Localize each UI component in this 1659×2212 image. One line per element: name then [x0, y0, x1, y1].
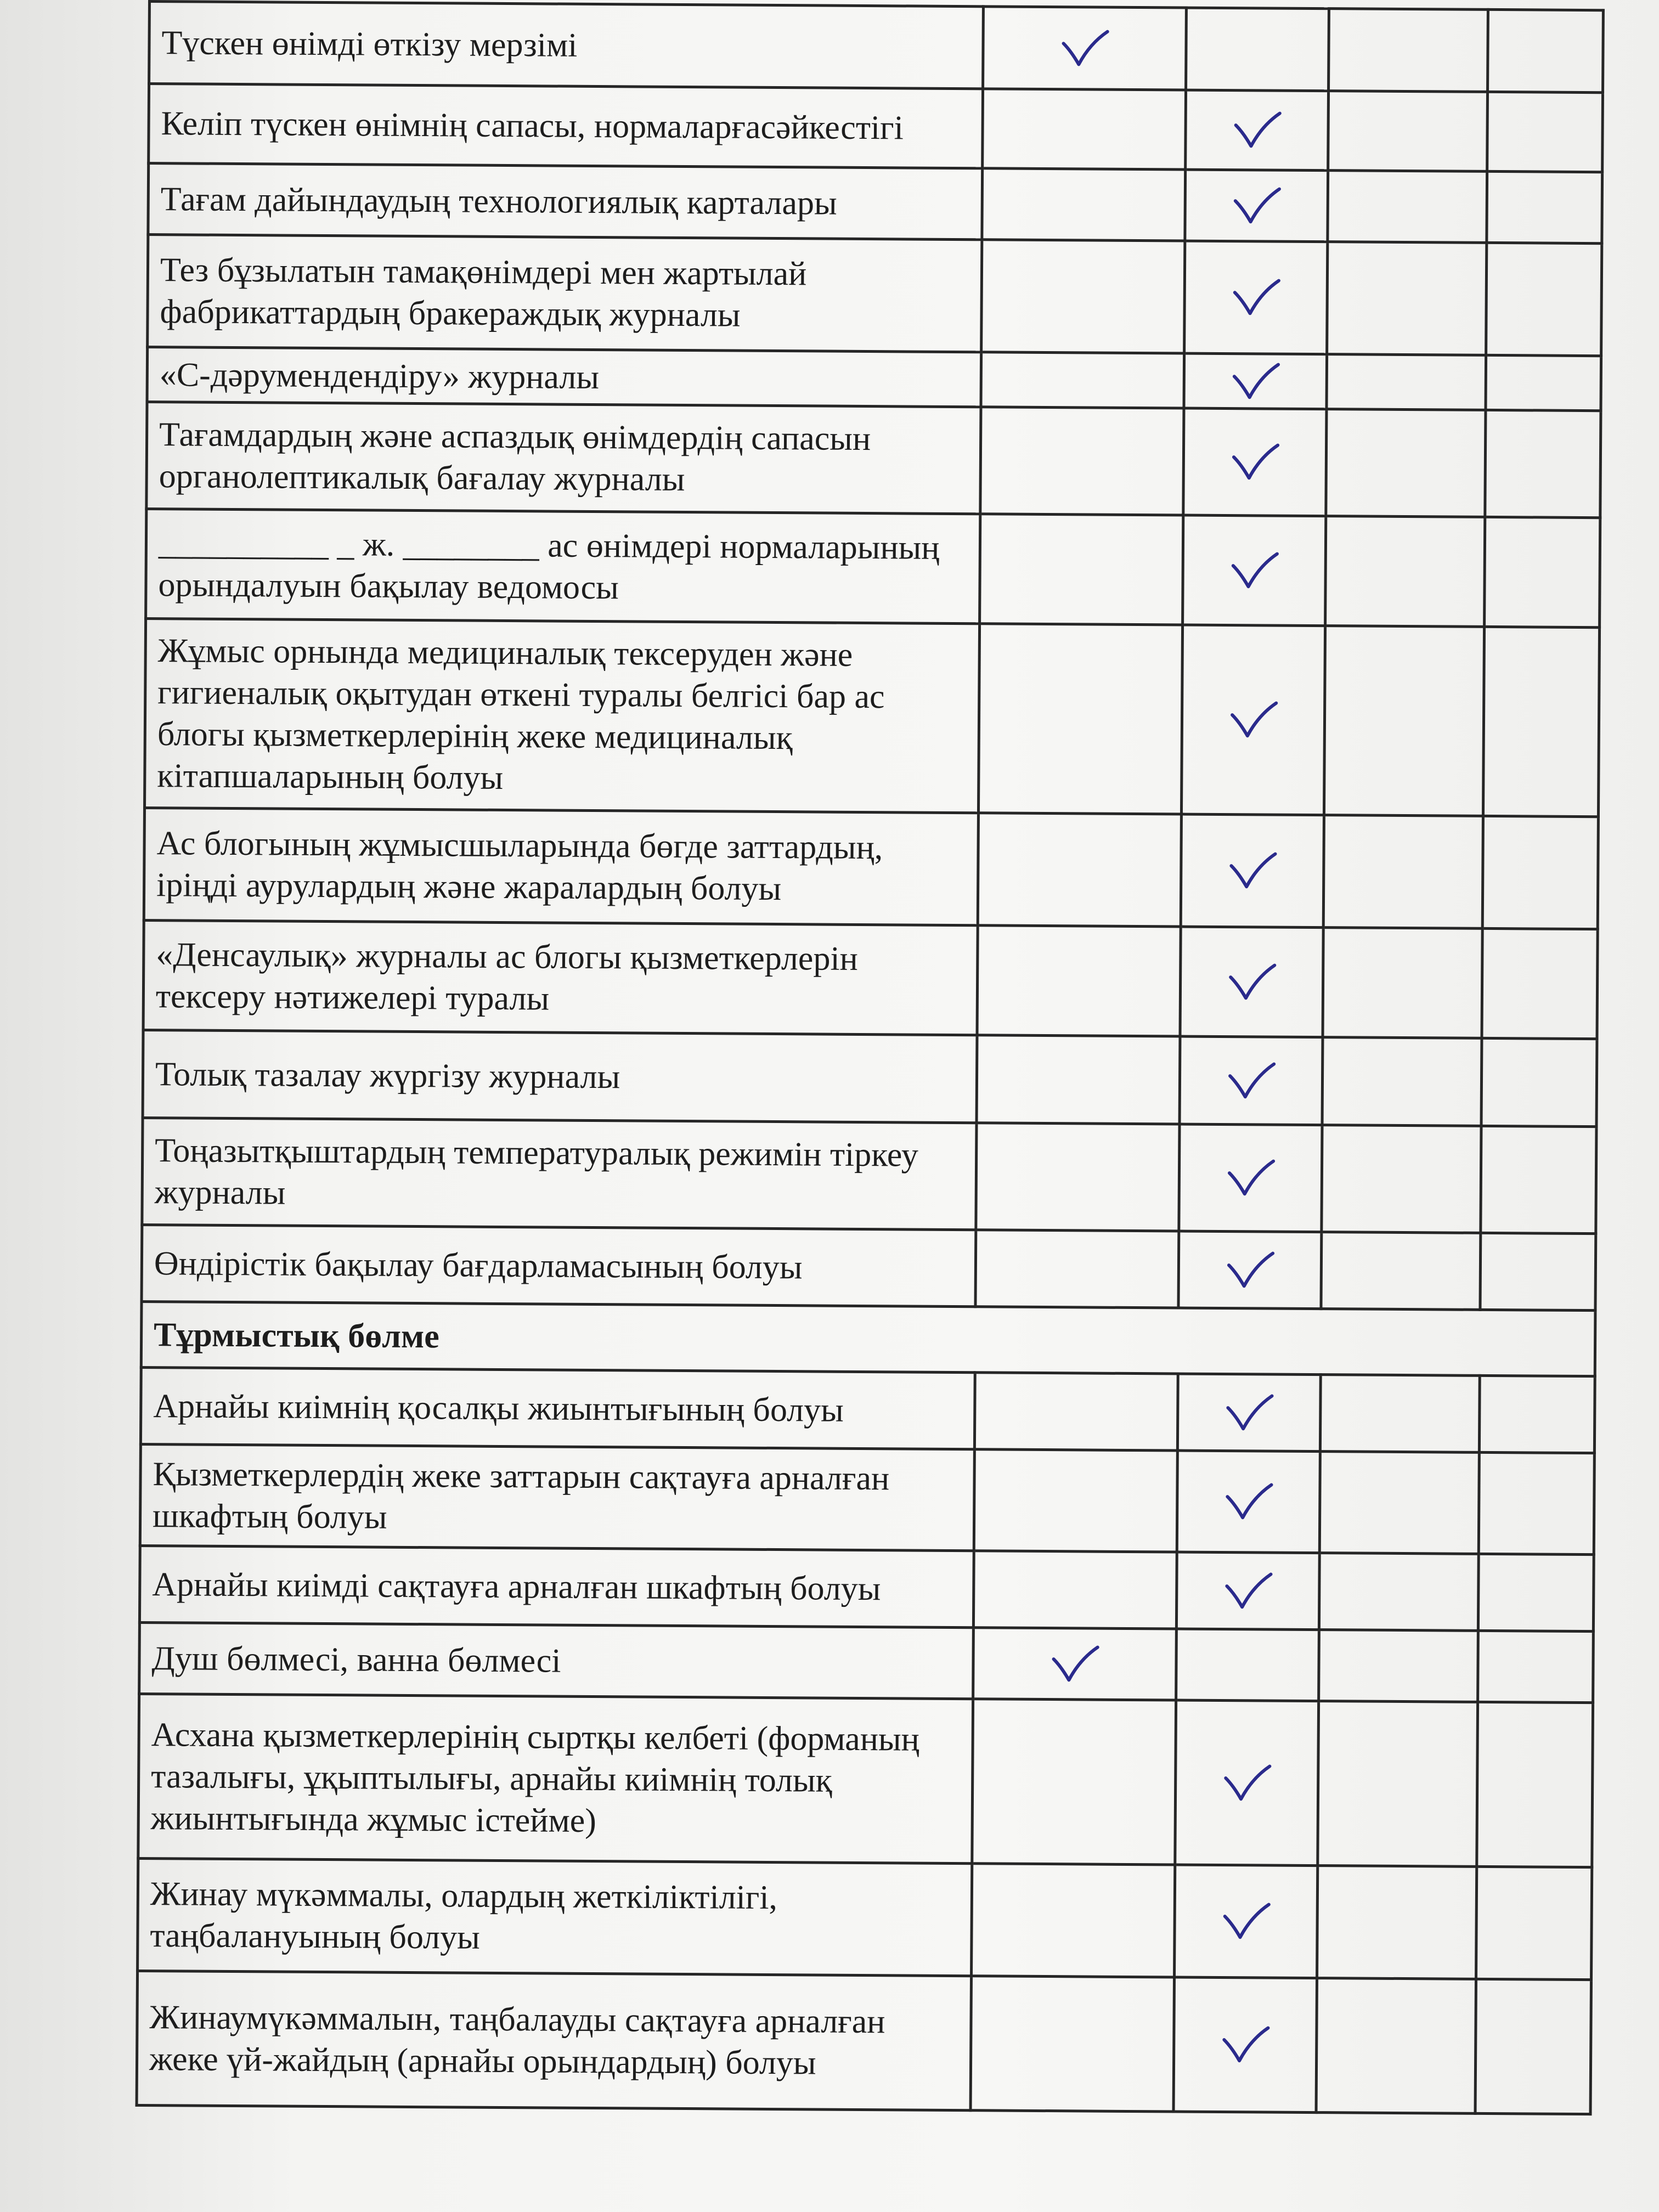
mark-cell-col-3 — [1319, 1553, 1479, 1631]
check-mark-icon — [1221, 2023, 1270, 2067]
requirement-label: Тағам дайындаудың технологиялық карталары — [148, 163, 983, 240]
requirement-label: «С-дәрумендендіру» журналы — [147, 347, 981, 407]
mark-cell-col-3 — [1319, 1452, 1479, 1554]
mark-cell-col-2 — [1177, 1451, 1320, 1553]
requirement-label: Түскен өнімді өткізу мерзімі — [149, 2, 984, 89]
checklist-row — [146, 509, 1600, 627]
mark-cell-col-4 — [1476, 1866, 1592, 1979]
check-mark-icon — [1228, 849, 1277, 893]
mark-cell-col-1 — [981, 240, 1185, 353]
section-title: Тұрмыстық бөлме — [141, 1301, 1595, 1376]
checklist-row — [139, 1545, 1594, 1631]
mark-cell-col-1 — [981, 352, 1184, 408]
mark-cell-col-2 — [1186, 90, 1329, 171]
checklist-row — [137, 1971, 1591, 2114]
mark-cell-col-1 — [973, 1628, 1177, 1700]
check-mark-icon — [1228, 698, 1278, 742]
checklist-row — [139, 1622, 1594, 1702]
requirement-label: Тез бұзылатын тамақөнімдері мен жартылай фабрикаттардың бракераждық журналы — [148, 235, 982, 352]
check-mark-icon — [1224, 1480, 1273, 1523]
requirement-label: Жұмыс орнында медициналық тексеруден және гигиеналық оқытудан өткені туралы белгісі бар ас блогы қызметкерлерінің жеке медициналық кітапшаларының болуы — [145, 618, 980, 812]
mark-cell-col-4 — [1480, 1233, 1596, 1310]
checklist-row — [143, 920, 1598, 1039]
check-mark-icon — [1222, 1762, 1271, 1805]
mark-cell-col-3 — [1325, 516, 1485, 627]
checklist-row — [140, 1367, 1595, 1453]
requirement-label: Душ бөлмесі, ванна бөлмесі — [139, 1622, 974, 1699]
checklist-row — [140, 1444, 1594, 1554]
checklist-row — [143, 1030, 1597, 1126]
mark-cell-col-4 — [1475, 1979, 1591, 2114]
check-mark-icon — [1227, 961, 1276, 1004]
mark-cell-col-2 — [1185, 170, 1328, 242]
mark-cell-col-1 — [974, 1449, 1177, 1552]
mark-cell-col-4 — [1481, 1126, 1596, 1233]
mark-cell-col-1 — [973, 1551, 1177, 1629]
check-mark-icon — [1231, 360, 1280, 403]
checklist-row — [142, 1224, 1596, 1310]
mark-cell-col-4 — [1486, 242, 1602, 356]
checklist-row — [145, 618, 1600, 816]
mark-cell-col-1 — [972, 1864, 1175, 1977]
requirement-label: «Денсаулық» журналы ас блогы қызметкерлерін тексеру нәтижелері туралы — [143, 920, 978, 1035]
checklist-row — [148, 235, 1602, 356]
mark-cell-col-1 — [976, 1123, 1180, 1231]
mark-cell-col-2 — [1175, 1865, 1318, 1978]
mark-cell-col-3 — [1318, 1701, 1478, 1867]
requirement-label: __________ _ ж. ________ ас өнімдері нормаларының орындалуын бақылау ведомосы — [146, 509, 980, 623]
mark-cell-col-1 — [980, 407, 1184, 515]
mark-cell-col-4 — [1482, 816, 1598, 929]
mark-cell-col-3 — [1326, 409, 1486, 517]
mark-cell-col-4 — [1485, 410, 1601, 517]
mark-cell-col-4 — [1488, 9, 1604, 92]
mark-cell-col-3 — [1324, 626, 1484, 816]
check-mark-icon — [1224, 1391, 1274, 1435]
mark-cell-col-2 — [1180, 1036, 1323, 1125]
requirement-label: Қызметкерлердің жеке заттарын сақтауға арналған шкафтың болуы — [140, 1444, 974, 1550]
requirement-label: Жинаумүкәммалын, таңбалауды сақтауға арналған жеке үй-жайдың (арнайы орындардың) болуы — [137, 1971, 971, 2110]
check-mark-icon — [1223, 1570, 1273, 1613]
mark-cell-col-2 — [1186, 8, 1329, 91]
check-mark-icon — [1232, 184, 1281, 228]
mark-cell-col-2 — [1177, 1374, 1321, 1452]
requirement-label: Арнайы киімнің қосалқы жиынтығының болуы — [140, 1367, 975, 1449]
mark-cell-col-4 — [1485, 517, 1600, 627]
mark-cell-col-4 — [1482, 928, 1598, 1039]
mark-cell-col-3 — [1323, 815, 1483, 929]
mark-cell-col-2 — [1178, 1231, 1322, 1309]
mark-cell-col-4 — [1483, 627, 1599, 816]
mark-cell-col-3 — [1320, 1375, 1480, 1453]
mark-cell-col-1 — [972, 1699, 1176, 1865]
mark-cell-col-3 — [1329, 9, 1488, 92]
mark-cell-col-1 — [983, 7, 1187, 90]
mark-cell-col-2 — [1181, 814, 1324, 928]
mark-cell-col-4 — [1479, 1375, 1595, 1453]
checklist-row — [148, 163, 1602, 244]
checklist-row — [138, 1858, 1592, 1979]
mark-cell-col-2 — [1173, 1977, 1317, 2113]
mark-cell-col-3 — [1319, 1630, 1479, 1702]
requirement-label: Асхана қызметкерлерінің сыртқы келбеті (форманың тазалығы, ұқыптылығы, арнайы киімнің толық жиынтығында жұмыс істейме) — [138, 1694, 973, 1863]
inspection-checklist-table — [136, 0, 1605, 2115]
checklist-body — [137, 2, 1603, 2114]
check-mark-icon — [1225, 1249, 1274, 1292]
checklist-row — [149, 2, 1604, 93]
mark-cell-col-1 — [974, 1373, 1178, 1451]
requirement-label: Тағамдардың және аспаздық өнімдердің сапасын органолептикалық бағалау журналы — [146, 402, 981, 514]
mark-cell-col-1 — [978, 624, 1182, 814]
mark-cell-col-2 — [1179, 1124, 1322, 1232]
check-mark-icon — [1226, 1059, 1276, 1103]
requirement-label: Арнайы киімді сақтауға арналған шкафтың болуы — [139, 1545, 974, 1627]
checklist-row — [149, 84, 1603, 172]
checklist-row — [147, 347, 1601, 411]
mark-cell-col-3 — [1328, 171, 1487, 243]
mark-cell-col-2 — [1176, 1629, 1319, 1701]
mark-cell-col-1 — [975, 1230, 1179, 1308]
mark-cell-col-3 — [1327, 354, 1486, 410]
check-mark-icon — [1221, 1900, 1271, 1943]
check-mark-icon — [1050, 1643, 1099, 1686]
mark-cell-col-1 — [983, 89, 1186, 170]
requirement-label: Ас блогының жұмысшыларында бөгде заттардың, іріңді аурулардың және жаралардың болуы — [144, 808, 978, 925]
check-mark-icon — [1060, 27, 1109, 70]
requirement-label: Толық тазалау жүргізу журналы — [143, 1030, 977, 1122]
requirement-label: Тоңазытқыштардың температуралық режимін тіркеу журналы — [142, 1118, 977, 1229]
mark-cell-col-4 — [1486, 355, 1601, 410]
mark-cell-col-3 — [1317, 1866, 1477, 1979]
mark-cell-col-2 — [1181, 625, 1325, 815]
check-mark-icon — [1226, 1156, 1275, 1200]
checklist-row — [138, 1694, 1593, 1867]
section-row — [141, 1301, 1595, 1376]
mark-cell-col-3 — [1323, 928, 1482, 1039]
mark-cell-col-2 — [1184, 353, 1327, 409]
mark-cell-col-3 — [1322, 1037, 1482, 1126]
mark-cell-col-1 — [977, 1035, 1180, 1124]
requirement-label: Жинау мүкәммалы, олардың жеткіліктілігі, таңбалануының болуы — [138, 1858, 972, 1976]
checklist-row — [142, 1118, 1596, 1233]
mark-cell-col-3 — [1321, 1232, 1481, 1310]
mark-cell-col-2 — [1176, 1552, 1319, 1630]
checklist-row — [144, 808, 1598, 929]
checklist-row — [146, 402, 1601, 518]
mark-cell-col-4 — [1477, 1702, 1593, 1867]
mark-cell-col-3 — [1327, 242, 1487, 356]
check-mark-icon — [1230, 441, 1279, 484]
mark-cell-col-4 — [1487, 171, 1602, 243]
check-mark-icon — [1229, 549, 1279, 592]
mark-cell-col-4 — [1487, 92, 1603, 172]
requirement-label: Келіп түскен өнімнің сапасы, нормаларғасәйкестігі — [149, 84, 983, 168]
check-mark-icon — [1231, 276, 1280, 319]
mark-cell-col-4 — [1478, 1630, 1594, 1702]
mark-cell-col-4 — [1481, 1038, 1597, 1126]
mark-cell-col-1 — [977, 926, 1181, 1036]
mark-cell-col-1 — [978, 813, 1181, 927]
check-mark-icon — [1232, 109, 1282, 152]
requirement-label: Өндірістік бақылау бағдарламасының болуы — [142, 1224, 976, 1306]
mark-cell-col-2 — [1184, 241, 1328, 354]
mark-cell-col-4 — [1479, 1452, 1594, 1554]
mark-cell-col-1 — [980, 514, 1183, 625]
mark-cell-col-2 — [1183, 408, 1327, 516]
mark-cell-col-2 — [1175, 1700, 1319, 1866]
mark-cell-col-3 — [1328, 91, 1488, 172]
mark-cell-col-2 — [1183, 515, 1326, 626]
mark-cell-col-1 — [982, 168, 1186, 241]
mark-cell-col-3 — [1316, 1978, 1476, 2114]
mark-cell-col-2 — [1180, 927, 1323, 1037]
mark-cell-col-3 — [1322, 1125, 1481, 1233]
mark-cell-col-1 — [970, 1976, 1174, 2112]
mark-cell-col-4 — [1478, 1554, 1594, 1631]
